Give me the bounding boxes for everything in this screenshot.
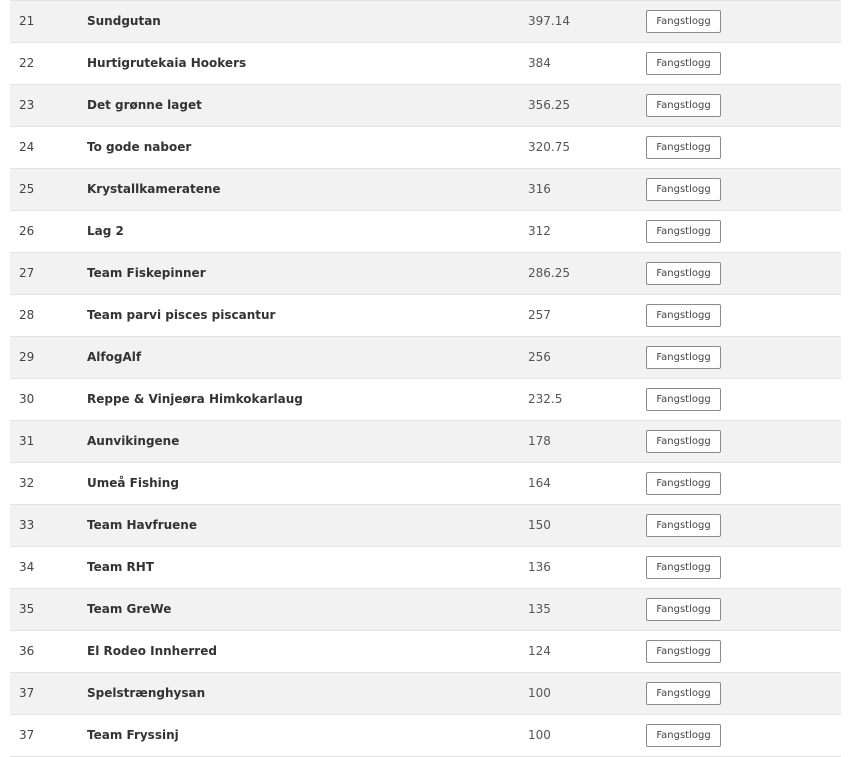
action-cell [646, 295, 721, 336]
score-cell: 124 [528, 644, 551, 658]
action-cell [646, 43, 721, 84]
team-name-cell: Team GreWe [87, 602, 172, 616]
table-row [10, 547, 841, 589]
team-name-cell: Team Fryssinj [87, 728, 179, 742]
leaderboard-table [10, 0, 841, 757]
rank-cell: 26 [19, 224, 35, 238]
table-row [10, 631, 841, 673]
fangstlogg-button[interactable]: Fangstlogg [646, 94, 721, 117]
fangstlogg-button[interactable]: Fangstlogg [646, 472, 721, 495]
score-cell: 164 [528, 476, 551, 490]
rank-cell: 27 [19, 266, 35, 280]
table-row [10, 715, 841, 757]
action-cell [646, 463, 721, 504]
rank-cell: 31 [19, 434, 35, 448]
table-row [10, 463, 841, 505]
score-cell: 100 [528, 728, 551, 742]
table-row [10, 589, 841, 631]
action-cell [646, 1, 721, 42]
rank-cell: 37 [19, 686, 35, 700]
team-name-cell: Krystallkameratene [87, 182, 221, 196]
score-cell: 397.14 [528, 14, 570, 28]
fangstlogg-button[interactable]: Fangstlogg [646, 10, 721, 33]
action-cell [646, 673, 721, 714]
fangstlogg-button[interactable]: Fangstlogg [646, 388, 721, 411]
table-row [10, 85, 841, 127]
team-name-cell: Spelstrænghysan [87, 686, 206, 700]
action-cell [646, 589, 721, 630]
action-cell [646, 421, 721, 462]
score-cell: 384 [528, 56, 551, 70]
team-name-cell: Team Havfruene [87, 518, 197, 532]
rank-cell: 33 [19, 518, 35, 532]
action-cell [646, 547, 721, 588]
table-row [10, 421, 841, 463]
rank-cell: 25 [19, 182, 35, 196]
fangstlogg-button[interactable]: Fangstlogg [646, 430, 721, 453]
score-cell: 150 [528, 518, 551, 532]
score-cell: 100 [528, 686, 551, 700]
table-row [10, 43, 841, 85]
team-name-cell: Lag 2 [87, 224, 124, 238]
action-cell [646, 505, 721, 546]
action-cell [646, 631, 721, 672]
score-cell: 232.5 [528, 392, 563, 406]
rank-cell: 32 [19, 476, 35, 490]
rank-cell: 21 [19, 14, 35, 28]
team-name-cell: El Rodeo Innherred [87, 644, 217, 658]
score-cell: 312 [528, 224, 551, 238]
fangstlogg-button[interactable]: Fangstlogg [646, 598, 721, 621]
table-row [10, 505, 841, 547]
team-name-cell: AlfogAlf [87, 350, 142, 364]
table-row [10, 1, 841, 43]
rank-cell: 24 [19, 140, 35, 154]
fangstlogg-button[interactable]: Fangstlogg [646, 136, 721, 159]
fangstlogg-button[interactable]: Fangstlogg [646, 304, 721, 327]
team-name-cell: Sundgutan [87, 14, 161, 28]
fangstlogg-button[interactable]: Fangstlogg [646, 346, 721, 369]
team-name-cell: Team RHT [87, 560, 154, 574]
action-cell [646, 169, 721, 210]
score-cell: 316 [528, 182, 551, 196]
team-name-cell: To gode naboer [87, 140, 192, 154]
table-row [10, 169, 841, 211]
action-cell [646, 85, 721, 126]
rank-cell: 22 [19, 56, 35, 70]
score-cell: 257 [528, 308, 551, 322]
action-cell [646, 211, 721, 252]
action-cell [646, 337, 721, 378]
action-cell [646, 253, 721, 294]
table-row [10, 211, 841, 253]
rank-cell: 35 [19, 602, 35, 616]
team-name-cell: Team parvi pisces piscantur [87, 308, 276, 322]
rank-cell: 28 [19, 308, 35, 322]
team-name-cell: Det grønne laget [87, 98, 202, 112]
fangstlogg-button[interactable]: Fangstlogg [646, 724, 721, 747]
team-name-cell: Hurtigrutekaia Hookers [87, 56, 247, 70]
fangstlogg-button[interactable]: Fangstlogg [646, 178, 721, 201]
table-row [10, 253, 841, 295]
score-cell: 135 [528, 602, 551, 616]
team-name-cell: Umeå Fishing [87, 476, 179, 490]
fangstlogg-button[interactable]: Fangstlogg [646, 52, 721, 75]
rank-cell: 29 [19, 350, 35, 364]
fangstlogg-button[interactable]: Fangstlogg [646, 262, 721, 285]
table-row [10, 337, 841, 379]
score-cell: 286.25 [528, 266, 570, 280]
score-cell: 356.25 [528, 98, 570, 112]
fangstlogg-button[interactable]: Fangstlogg [646, 220, 721, 243]
team-name-cell: Team Fiskepinner [87, 266, 206, 280]
rank-cell: 34 [19, 560, 35, 574]
score-cell: 256 [528, 350, 551, 364]
rank-cell: 37 [19, 728, 35, 742]
table-row [10, 295, 841, 337]
table-row [10, 673, 841, 715]
rank-cell: 30 [19, 392, 35, 406]
rank-cell: 36 [19, 644, 35, 658]
fangstlogg-button[interactable]: Fangstlogg [646, 514, 721, 537]
score-cell: 136 [528, 560, 551, 574]
action-cell [646, 127, 721, 168]
score-cell: 178 [528, 434, 551, 448]
table-row [10, 379, 841, 421]
table-row [10, 127, 841, 169]
fangstlogg-button[interactable]: Fangstlogg [646, 682, 721, 705]
action-cell [646, 379, 721, 420]
fangstlogg-button[interactable]: Fangstlogg [646, 556, 721, 579]
score-cell: 320.75 [528, 140, 570, 154]
fangstlogg-button[interactable]: Fangstlogg [646, 640, 721, 663]
team-name-cell: Aunvikingene [87, 434, 180, 448]
team-name-cell: Reppe & Vinjeøra Himkokarlaug [87, 392, 303, 406]
rank-cell: 23 [19, 98, 35, 112]
